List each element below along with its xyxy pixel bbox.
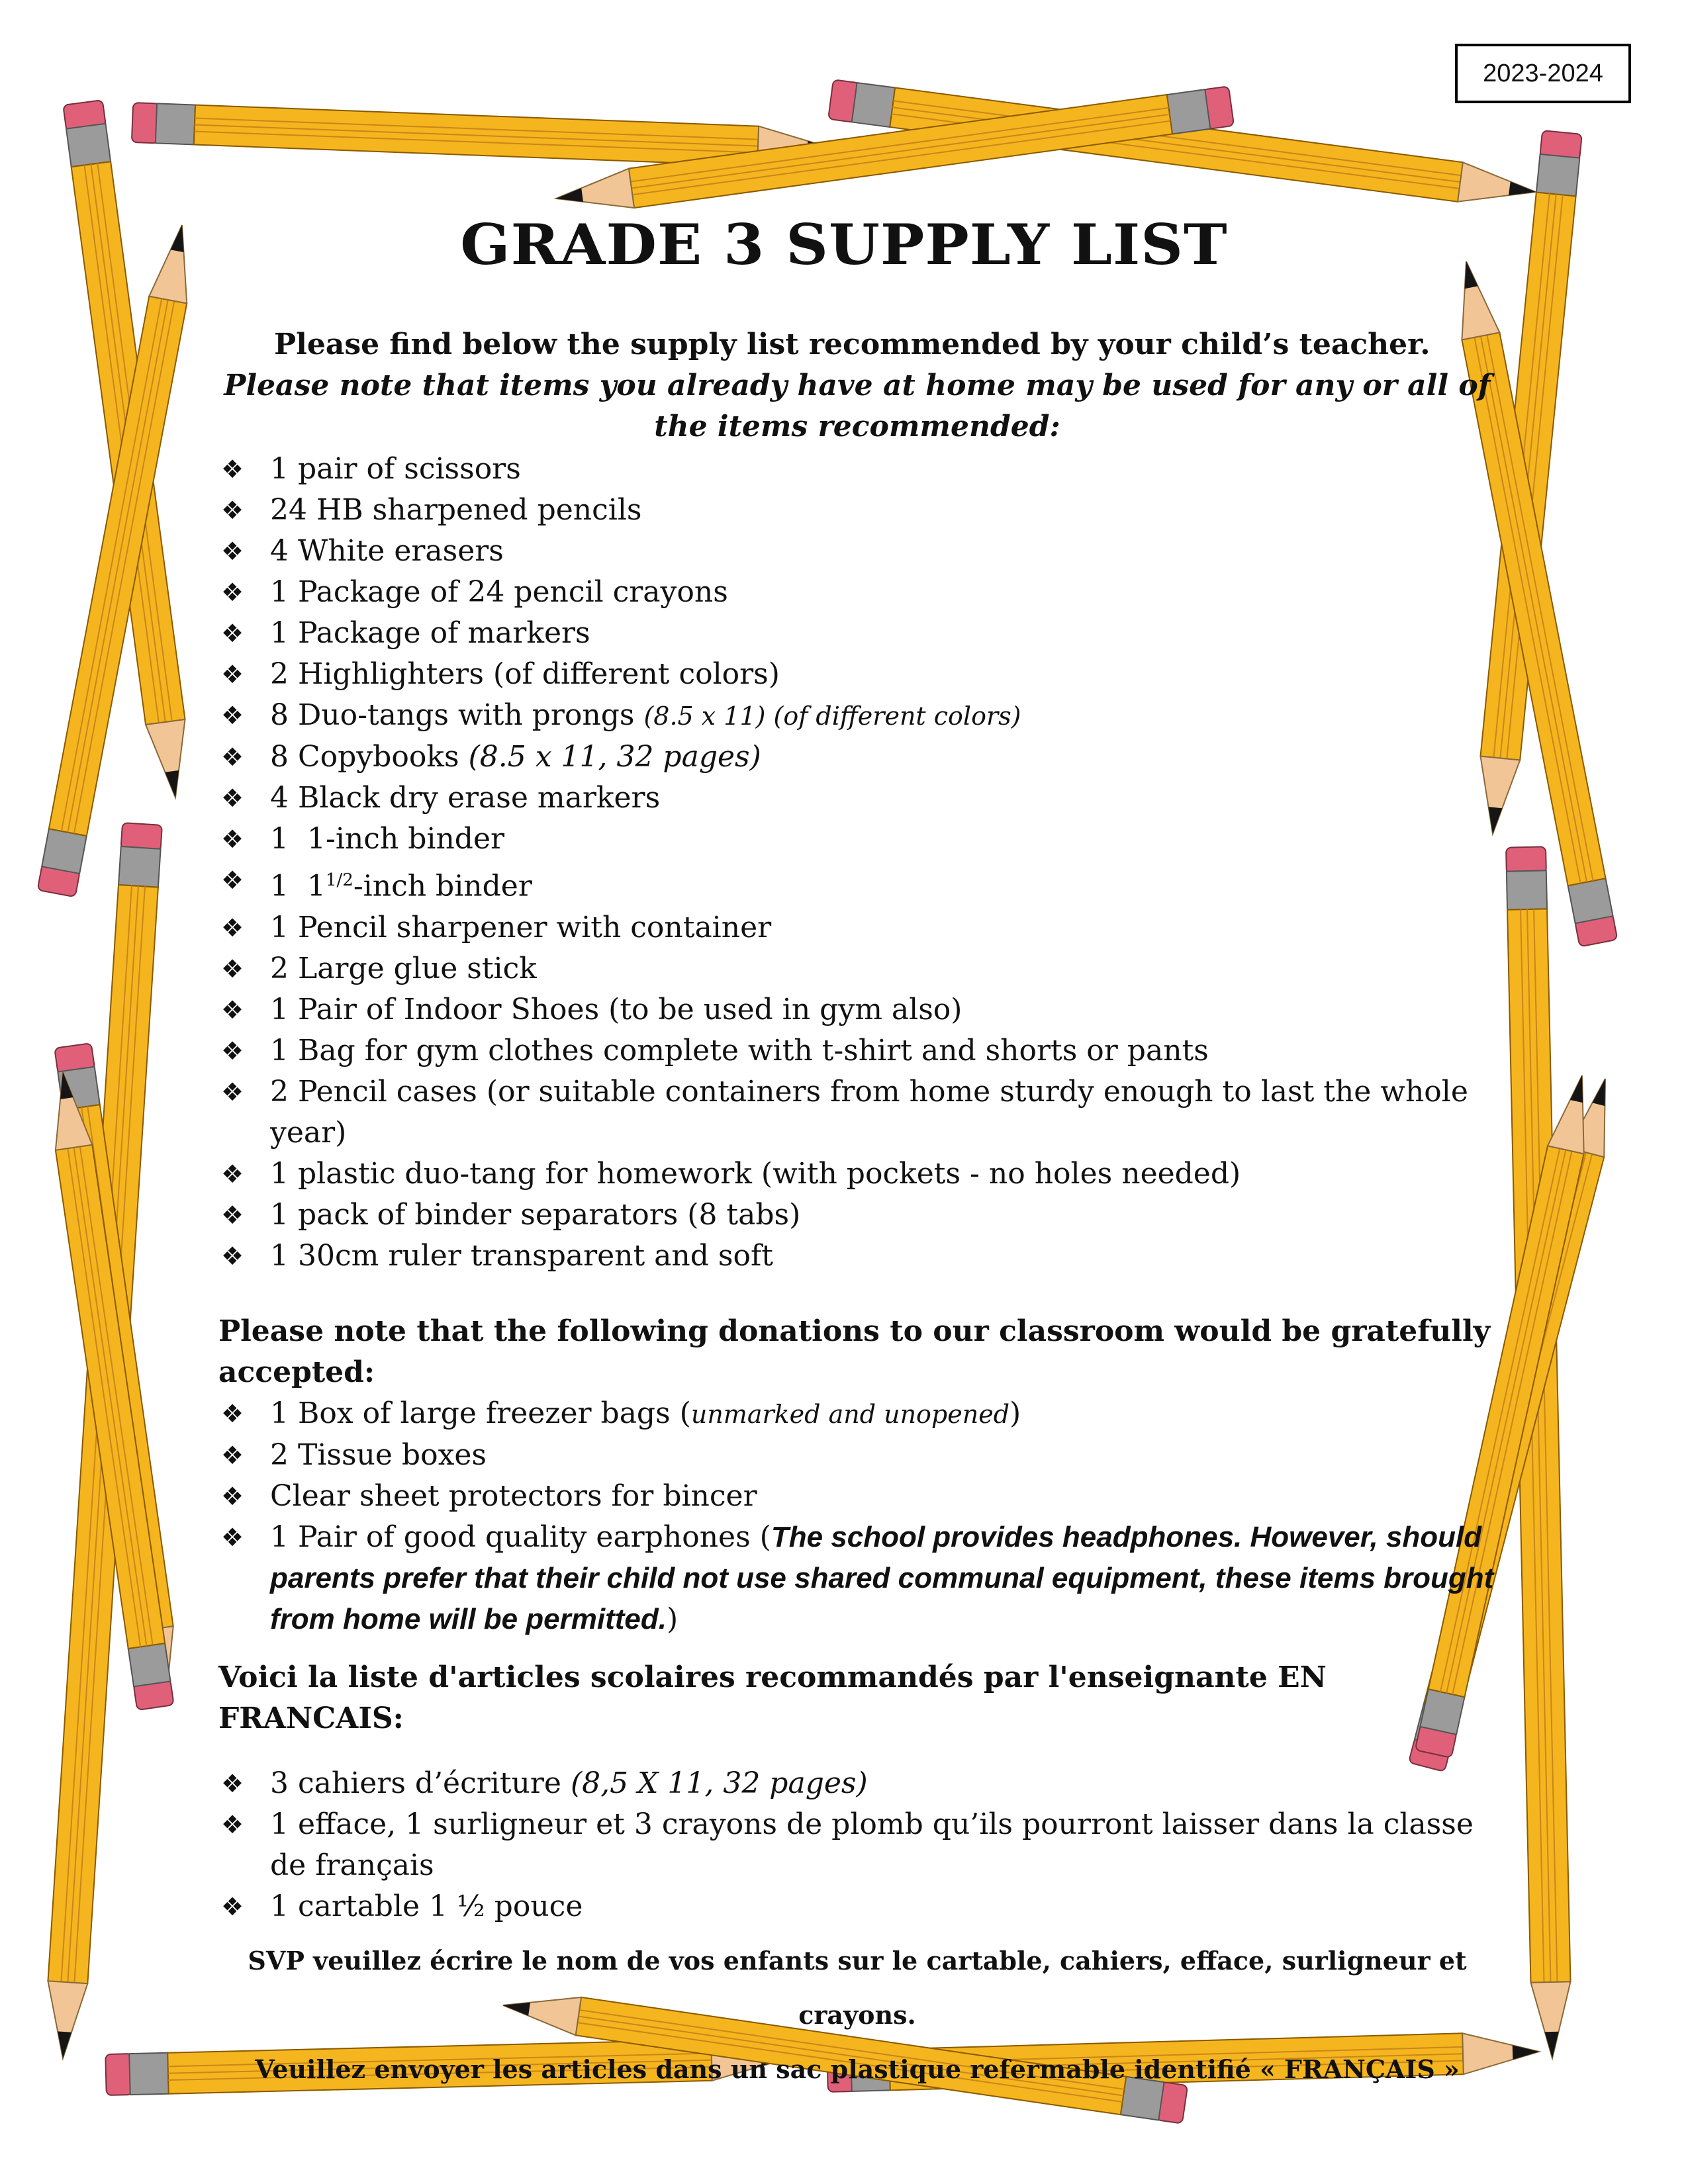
list-item: ❖ 1 $1^{1/2}$-inch binder — [218, 860, 1496, 907]
donations-heading: Please note that the following donations to our classroom would be gratefully accepted: — [218, 1314, 1491, 1389]
list-item: ❖ 1 pair of scissors — [218, 449, 1496, 490]
bullet-icon: ❖ — [221, 1891, 244, 1921]
list-item: ❖ 1 pack of binder separators (8 tabs) — [218, 1195, 1496, 1236]
intro-text: Please find below the supply list recommended by your child’s teacher. — [274, 328, 1430, 361]
bullet-icon: ❖ — [221, 1809, 244, 1839]
bullet-icon: ❖ — [221, 1241, 244, 1271]
list-item: ❖ 1 1-inch binder — [218, 819, 1496, 860]
list-item: ❖ 1 Pencil sharpener with container — [218, 907, 1496, 948]
list-item: ❖ 2 Large glue stick — [218, 948, 1496, 989]
list-item: ❖ 2 Tissue boxes — [218, 1435, 1496, 1476]
list-item: ❖ 3 cahiers d’écriture (8,5 X 11, 32 pages) — [218, 1763, 1496, 1804]
page-title: GRADE 3 SUPPLY LIST — [460, 212, 1228, 277]
item-detail: (8.5 x 11) (of different colors) — [643, 702, 1021, 731]
list-item: ❖ Clear sheet protectors for bincer — [218, 1476, 1496, 1517]
bullet-icon: ❖ — [221, 784, 244, 813]
bullet-icon: ❖ — [221, 1077, 244, 1107]
bullet-icon: ❖ — [221, 578, 244, 607]
list-item: ❖ 2 Pencil cases (or suitable containers from home sturdy enough to last the whole year) — [218, 1071, 1496, 1154]
bullet-icon: ❖ — [221, 743, 244, 772]
supply-list-content — [218, 324, 1496, 2097]
bag-note: Veuillez envoyer les articles dans un sac plastique refermable identifié « FRANÇAIS » — [255, 2054, 1460, 2084]
item-detail: unmarked and unopened — [690, 1399, 1010, 1429]
bullet-icon: ❖ — [221, 954, 244, 983]
fraction-superscript: 1/2 — [325, 870, 353, 890]
bullet-icon: ❖ — [221, 866, 244, 895]
bullet-icon: ❖ — [221, 1036, 244, 1066]
list-item: ❖ 4 Black dry erase markers — [218, 778, 1496, 819]
item-detail: The school provides headphones. However, should parents prefer that their child not use shared communal equipment, these items brought from home will be permitted. — [270, 1520, 1494, 1635]
french-heading: Voici la liste d'articles scolaires recommandés par l'enseignante EN FRANCAIS: — [218, 1660, 1327, 1735]
bullet-icon: ❖ — [221, 1522, 244, 1552]
bullet-icon: ❖ — [221, 913, 244, 942]
bullet-icon: ❖ — [221, 537, 244, 566]
supply-list — [218, 449, 1496, 1277]
bullet-icon: ❖ — [221, 455, 244, 484]
list-item: ❖ 1 Bag for gym clothes complete with t-shirt and shorts or pants — [218, 1030, 1496, 1071]
list-item: ❖ 1 Pair of Indoor Shoes (to be used in gym also) — [218, 989, 1496, 1030]
list-item: ❖ 8 Copybooks (8.5 x 11, 32 pages) — [218, 737, 1496, 778]
name-labeling-note: SVP veuillez écrire le nom de vos enfants sur le cartable, cahiers, efface, surligneur et crayons. — [248, 1945, 1467, 2030]
list-item: ❖ 2 Highlighters (of different colors) — [218, 654, 1496, 695]
bullet-icon: ❖ — [221, 660, 244, 689]
bullet-icon: ❖ — [221, 1481, 244, 1511]
list-item: ❖ 1 Package of 24 pencil crayons — [218, 572, 1496, 613]
list-item: ❖ 8 Duo-tangs with prongs (8.5 x 11) (of different colors) — [218, 695, 1496, 737]
school-year-label: 2023-2024 — [1455, 44, 1631, 103]
item-detail: (8.5 x 11, 32 pages) — [468, 740, 761, 774]
bullet-icon: ❖ — [221, 995, 244, 1024]
list-item: ❖ 1 Pair of good quality earphones (The school provides headphones. However, should parents prefer that their child not use shared communal equipment, these items brought from home will be permitted.) — [218, 1517, 1496, 1640]
french-list — [218, 1763, 1496, 1927]
bullet-icon: ❖ — [221, 496, 244, 525]
bullet-icon: ❖ — [221, 1440, 244, 1470]
bullet-icon: ❖ — [221, 1200, 244, 1230]
bullet-icon: ❖ — [221, 1159, 244, 1189]
list-item: ❖ 1 Package of markers — [218, 613, 1496, 654]
list-item: ❖ 1 Box of large freezer bags (unmarked and unopened) — [218, 1393, 1496, 1435]
bullet-icon: ❖ — [221, 701, 244, 730]
list-item: ❖ 1 30cm ruler transparent and soft — [218, 1236, 1496, 1277]
donations-list — [218, 1393, 1496, 1640]
bullet-icon: ❖ — [221, 619, 244, 648]
bullet-icon: ❖ — [221, 1398, 244, 1428]
list-item: ❖ 24 HB sharpened pencils — [218, 490, 1496, 531]
list-item: ❖ 1 plastic duo-tang for homework (with pockets - no holes needed) — [218, 1154, 1496, 1195]
item-detail: (8,5 X 11, 32 pages) — [570, 1766, 868, 1800]
list-item: ❖ 1 cartable 1 ½ pouce — [218, 1886, 1496, 1927]
list-item: ❖ 4 White erasers — [218, 531, 1496, 572]
intro-note: Please note that items you already have at home may be used for any or all of the items recommended: — [224, 369, 1491, 443]
list-item: ❖ 1 efface, 1 surligneur et 3 crayons de plomb qu’ils pourront laisser dans la classe de français — [218, 1804, 1496, 1886]
bullet-icon: ❖ — [221, 1768, 244, 1798]
bullet-icon: ❖ — [221, 825, 244, 854]
intro-paragraph — [218, 324, 1496, 447]
